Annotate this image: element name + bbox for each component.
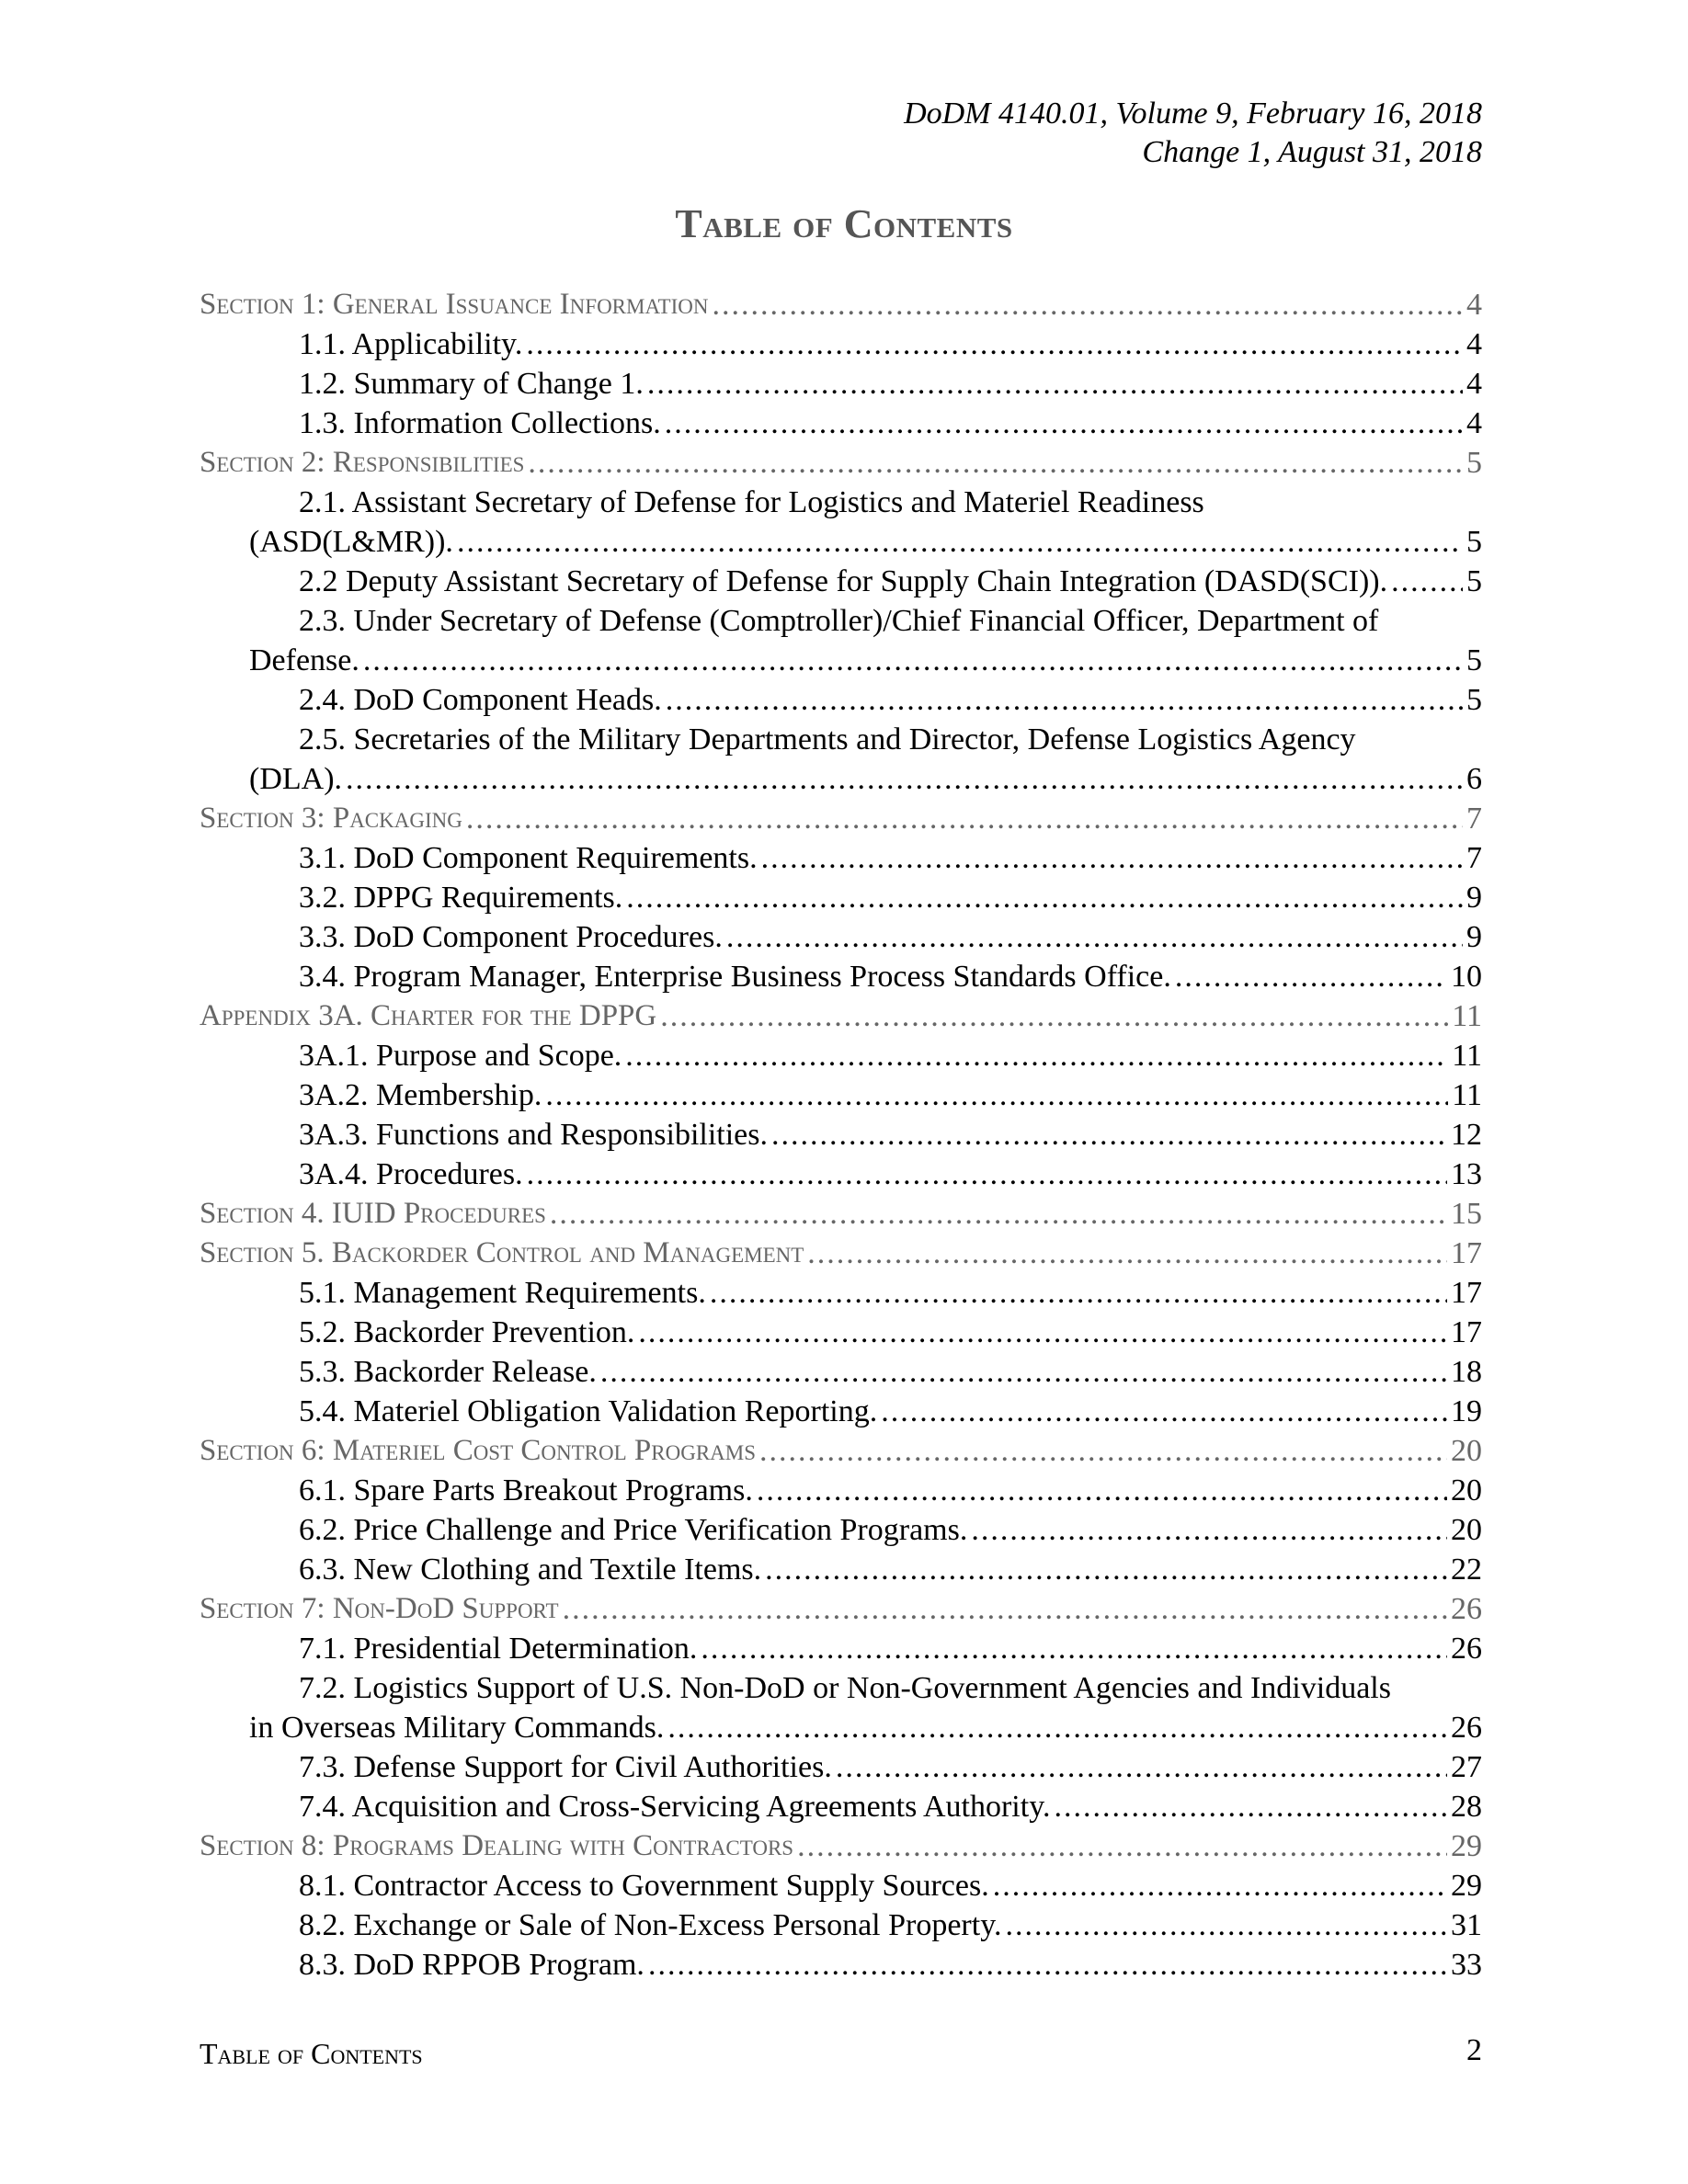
toc-entry-text: 3.1. DoD Component Requirements. (299, 841, 758, 875)
toc-entry-text: 3A.3. Functions and Responsibilities. (299, 1118, 768, 1152)
toc-entry[interactable] (200, 680, 1482, 720)
header-line-1: DoDM 4140.01, Volume 9, February 16, 2018 (904, 97, 1482, 131)
toc-entry-text: 6.2. Price Challenge and Price Verification Programs. (299, 1513, 968, 1547)
toc-page-number: 17 (1451, 1236, 1482, 1270)
dot-leader (771, 1115, 1447, 1155)
toc-section-entry[interactable] (200, 996, 1482, 1036)
toc-entry[interactable] (200, 1352, 1482, 1392)
dot-leader (836, 1747, 1447, 1787)
toc-entry-text: 2.5. Secretaries of the Military Departments and Director, Defense Logistics Agency (299, 722, 1356, 756)
toc-entry[interactable] (200, 483, 1482, 522)
dot-leader (761, 838, 1463, 878)
toc-entry-text: Section 3: Packaging (200, 802, 462, 835)
toc-section-entry[interactable] (200, 1589, 1482, 1629)
toc-page-number: 7 (1466, 841, 1482, 875)
toc-page-number: 31 (1451, 1908, 1482, 1942)
toc-entry[interactable] (200, 1510, 1482, 1550)
toc-page-number: 33 (1451, 1948, 1482, 1982)
toc-entry-text: 7.1. Presidential Determination. (299, 1632, 698, 1666)
dot-leader (626, 878, 1463, 917)
toc-entry-text: 3.3. DoD Component Procedures. (299, 920, 723, 954)
toc-entry[interactable] (200, 1115, 1482, 1155)
dot-leader (563, 1589, 1447, 1629)
dot-leader (759, 1431, 1447, 1471)
toc-page-number: 6 (1466, 762, 1482, 796)
toc-entry-text: Section 8: Programs Dealing with Contractors (200, 1829, 794, 1862)
dot-leader (600, 1352, 1447, 1392)
toc-entry[interactable] (200, 1550, 1482, 1589)
toc-entry[interactable] (200, 1708, 1482, 1747)
toc-entry-text: Section 2: Responsibilities (200, 446, 525, 479)
toc-page-number: 27 (1451, 1750, 1482, 1784)
dot-leader (666, 680, 1463, 720)
header-line-2: Change 1, August 31, 2018 (1142, 135, 1482, 169)
toc-entry-text: 3A.2. Membership. (299, 1078, 542, 1112)
toc-entry[interactable] (200, 917, 1482, 957)
toc-entry[interactable] (200, 1313, 1482, 1352)
toc-entry[interactable] (200, 1668, 1482, 1708)
toc-entry-text: 3A.1. Purpose and Scope. (299, 1039, 622, 1073)
toc-page-number: 9 (1466, 881, 1482, 915)
toc-page-number: 15 (1451, 1197, 1482, 1231)
toc-entry-text: 7.2. Logistics Support of U.S. Non-DoD or Non-Government Agencies and Individuals (299, 1671, 1391, 1705)
toc-entry-text: 3.2. DPPG Requirements. (299, 881, 623, 915)
toc-page-number: 29 (1451, 1829, 1482, 1863)
table-of-contents (200, 285, 1482, 1985)
dot-leader (550, 1194, 1447, 1234)
toc-entry-text: 2.4. DoD Component Heads. (299, 683, 662, 717)
toc-page-number: 4 (1466, 288, 1482, 322)
toc-entry-text: 2.1. Assistant Secretary of Defense for Logistics and Materiel Readiness (299, 485, 1204, 519)
toc-page-number: 11 (1452, 999, 1482, 1033)
toc-page-number: 26 (1451, 1592, 1482, 1626)
toc-entry-text: 8.3. DoD RPPOB Program. (299, 1948, 644, 1982)
toc-entry[interactable] (200, 1905, 1482, 1945)
toc-page-number: 20 (1451, 1513, 1482, 1547)
dot-leader (545, 1075, 1448, 1115)
toc-entry-text: 5.1. Management Requirements. (299, 1276, 706, 1310)
toc-page-number: 29 (1451, 1869, 1482, 1903)
toc-page-number: 19 (1451, 1394, 1482, 1428)
toc-entry-text: Section 7: Non-DoD Support (200, 1592, 559, 1625)
toc-page-number: 28 (1451, 1790, 1482, 1824)
toc-entry[interactable] (200, 1787, 1482, 1826)
toc-entry[interactable] (200, 1392, 1482, 1431)
toc-entry[interactable] (200, 1471, 1482, 1510)
toc-entry[interactable] (200, 720, 1482, 759)
toc-entry-text: 3A.4. Procedures. (299, 1157, 523, 1191)
toc-page-number: 4 (1466, 406, 1482, 440)
dot-leader (647, 364, 1463, 404)
toc-section-entry[interactable] (200, 1431, 1482, 1471)
toc-entry[interactable] (200, 1273, 1482, 1313)
dot-leader (625, 1036, 1448, 1075)
toc-entry-text: Appendix 3A. Charter for the DPPG (200, 999, 657, 1032)
dot-leader (797, 1826, 1447, 1866)
dot-leader (712, 285, 1463, 324)
toc-entry[interactable] (200, 562, 1482, 601)
toc-entry-text: in Overseas Military Commands. (249, 1711, 665, 1745)
dot-leader (765, 1550, 1447, 1589)
toc-section-entry[interactable] (200, 1194, 1482, 1234)
toc-entry-text: 1.2. Summary of Change 1. (299, 367, 644, 401)
toc-page-number: 20 (1451, 1434, 1482, 1468)
toc-entry[interactable] (200, 957, 1482, 996)
toc-page-number: 4 (1466, 367, 1482, 401)
dot-leader (1055, 1787, 1448, 1826)
toc-entry-text: 5.2. Backorder Prevention. (299, 1315, 635, 1349)
toc-entry[interactable] (200, 759, 1482, 799)
toc-page-number: 26 (1451, 1632, 1482, 1666)
dot-leader (528, 443, 1463, 483)
dot-leader (526, 324, 1463, 364)
toc-section-entry[interactable] (200, 799, 1482, 838)
toc-entry[interactable] (200, 1036, 1482, 1075)
toc-entry-text: Section 6: Materiel Cost Control Programs (200, 1434, 757, 1467)
toc-entry-text: 5.4. Materiel Obligation Validation Reporting. (299, 1394, 878, 1428)
toc-entry-text: Section 1: General Issuance Information (200, 288, 709, 321)
dot-leader (993, 1866, 1447, 1905)
toc-entry-text: 8.1. Contractor Access to Government Supply Sources. (299, 1869, 989, 1903)
toc-entry[interactable] (200, 641, 1482, 680)
toc-entry-text: 1.1. Applicability. (299, 327, 523, 361)
toc-entry-text: (DLA). (249, 762, 343, 796)
toc-entry[interactable] (200, 1629, 1482, 1668)
footer-label: Table of Contents (200, 2037, 423, 2070)
toc-page-number: 7 (1466, 802, 1482, 836)
dot-leader (346, 759, 1463, 799)
toc-page-number: 20 (1451, 1473, 1482, 1507)
toc-page-number: 12 (1451, 1118, 1482, 1152)
document-header (904, 95, 1482, 172)
toc-entry-text: Section 5. Backorder Control and Management (200, 1236, 804, 1269)
toc-entry-text: 1.3. Information Collections. (299, 406, 661, 440)
toc-entry[interactable] (200, 364, 1482, 404)
toc-entry-text: 7.4. Acquisition and Cross-Servicing Agreements Authority. (299, 1790, 1051, 1824)
toc-page-number: 10 (1451, 960, 1482, 994)
toc-entry[interactable] (200, 1866, 1482, 1905)
toc-entry[interactable] (200, 1155, 1482, 1194)
dot-leader (757, 1471, 1447, 1510)
toc-page-number: 9 (1466, 920, 1482, 954)
toc-entry[interactable] (200, 324, 1482, 364)
dot-leader (466, 799, 1463, 838)
dot-leader (726, 917, 1463, 957)
dot-leader (363, 641, 1463, 680)
toc-entry[interactable] (200, 878, 1482, 917)
toc-section-entry[interactable] (200, 285, 1482, 324)
toc-entry-text: 2.2 Deputy Assistant Secretary of Defense for Supply Chain Integration (DASD(SCI)). (299, 564, 1388, 598)
toc-entry[interactable] (200, 522, 1482, 562)
dot-leader (1391, 562, 1463, 601)
toc-page-number: 17 (1451, 1315, 1482, 1349)
toc-entry-text: (ASD(L&MR)). (249, 525, 453, 559)
dot-leader (881, 1392, 1447, 1431)
toc-entry-text: 6.3. New Clothing and Textile Items. (299, 1553, 762, 1587)
toc-section-entry[interactable] (200, 1826, 1482, 1866)
toc-page-number: 17 (1451, 1276, 1482, 1310)
dot-leader (807, 1234, 1447, 1273)
toc-page-number: 13 (1451, 1157, 1482, 1191)
toc-page-number: 4 (1466, 327, 1482, 361)
dot-leader (971, 1510, 1447, 1550)
toc-entry[interactable] (200, 1945, 1482, 1985)
toc-entry-text: 8.2. Exchange or Sale of Non-Excess Personal Property. (299, 1908, 1002, 1942)
toc-page-number: 18 (1451, 1355, 1482, 1389)
dot-leader (638, 1313, 1447, 1352)
dot-leader (710, 1273, 1447, 1313)
dot-leader (457, 522, 1463, 562)
toc-entry[interactable] (200, 838, 1482, 878)
toc-entry-text: 5.3. Backorder Release. (299, 1355, 597, 1389)
toc-entry[interactable] (200, 1075, 1482, 1115)
toc-page-number: 5 (1466, 525, 1482, 559)
dot-leader (527, 1155, 1447, 1194)
toc-page-number: 22 (1451, 1553, 1482, 1587)
toc-entry-text: Defense. (249, 643, 359, 677)
dot-leader (1175, 957, 1447, 996)
toc-page-number: 5 (1466, 643, 1482, 677)
toc-page-number: 11 (1452, 1039, 1482, 1073)
toc-entry-text: Section 4. IUID Procedures (200, 1197, 546, 1230)
dot-leader (701, 1629, 1447, 1668)
toc-entry-text: 7.3. Defense Support for Civil Authorities. (299, 1750, 832, 1784)
toc-page-number: 5 (1466, 564, 1482, 598)
toc-page-number: 5 (1466, 683, 1482, 717)
toc-entry[interactable] (200, 404, 1482, 443)
dot-leader (660, 996, 1448, 1036)
toc-page-number: 26 (1451, 1711, 1482, 1745)
page-title: Table of Contents (675, 201, 1013, 246)
toc-entry-text: 3.4. Program Manager, Enterprise Business Process Standards Office. (299, 960, 1171, 994)
toc-entry-text: 2.3. Under Secretary of Defense (Comptroller)/Chief Financial Officer, Department of (299, 604, 1379, 638)
toc-entry-text: 6.1. Spare Parts Breakout Programs. (299, 1473, 753, 1507)
dot-leader (667, 1708, 1447, 1747)
toc-section-entry[interactable] (200, 1234, 1482, 1273)
dot-leader (648, 1945, 1447, 1985)
dot-leader (1006, 1905, 1448, 1945)
toc-entry[interactable] (200, 601, 1482, 641)
toc-page-number: 5 (1466, 446, 1482, 480)
toc-page-number: 11 (1452, 1078, 1482, 1112)
dot-leader (665, 404, 1463, 443)
footer-page-number: 2 (1466, 2033, 1482, 2067)
toc-entry[interactable] (200, 1747, 1482, 1787)
toc-section-entry[interactable] (200, 443, 1482, 483)
